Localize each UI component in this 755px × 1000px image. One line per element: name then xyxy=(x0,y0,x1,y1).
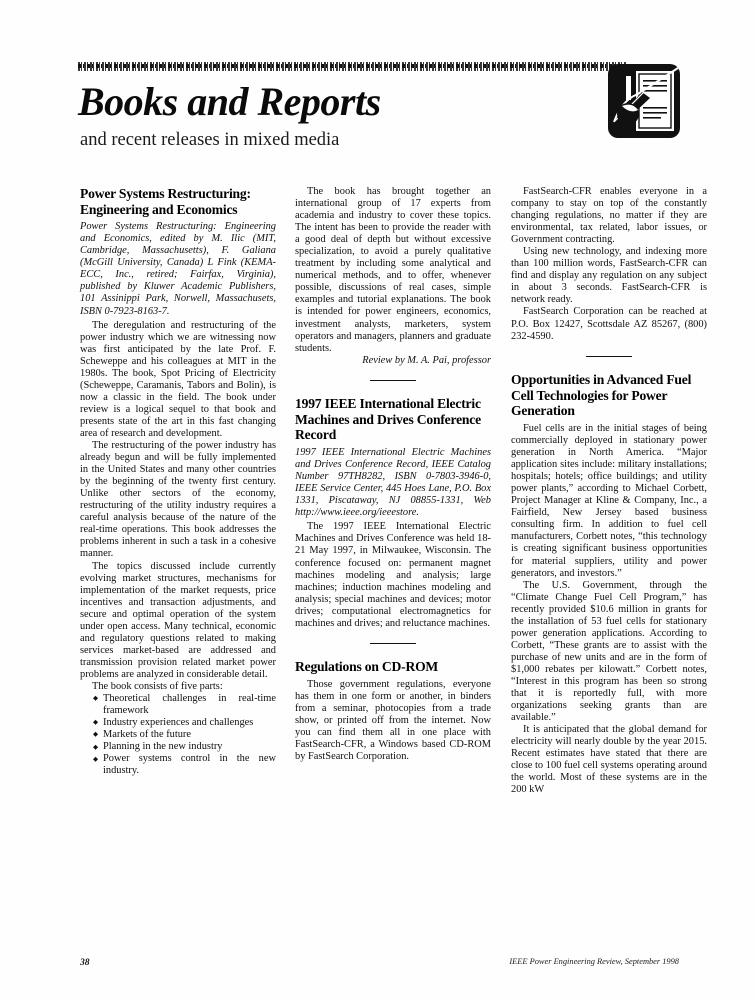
section-heading-power-systems: Power Systems Restructuring: Engineering and Economics xyxy=(80,186,251,217)
section-divider xyxy=(370,643,416,645)
list-intro: The book consists of five parts: xyxy=(92,680,223,692)
section-heading-fuel-cell: Opportunities in Advanced Fuel Cell Technologies for Power Generation xyxy=(511,372,692,419)
column-one xyxy=(80,186,276,777)
paragraph: The U.S. Government, through the “Climate Change Fuel Cell Program,” has recently provided $10.6 million in grants for the installation of 53 fuel cells for stationary power generation applications. According to Corbett, “These grants are to assist with the purchase of new units and are in the form of $1,000 rebates per kilowatt.” Corbett notes, “Interest in this program has been so strong that it is reportedly full, with more organizations seeking grants than are available.” xyxy=(511,579,707,724)
section-divider xyxy=(370,380,416,382)
list-item: ◆ Markets of the future xyxy=(94,729,276,741)
paragraph: The topics discussed include currently evolving market structures, mechanisms for implementation of the market requests, price incentives and transaction adjustments, and secure and optimal operation of the system under open access. Many technical, economic and regulatory questions related to making services market-based are addressed and transmission provision related market power problems are analyzed in considerable detail. xyxy=(80,560,276,680)
section-divider xyxy=(586,356,632,358)
list-item: ◆ Power systems control in the new industry. xyxy=(94,753,276,777)
paragraph: Those government regulations, everyone has them in one form or another, in binders from a seminar, photocopies from a trade show, or printed off from the internet. Now you can find them all in one place with FastSearch-CFR, a Windows based CD-ROM by FastSearch Corporation. xyxy=(295,678,491,763)
page-title: Books and Reports xyxy=(78,79,381,124)
paragraph: It is anticipated that the global demand for electricity will nearly double by the year 2015. Recent estimates have stated that there are close to 100 fuel cell systems operating around the world. Most of these systems are in the 200 kW xyxy=(511,724,707,796)
list-item: ◆ Theoretical challenges in real-time framework xyxy=(94,693,276,717)
paragraph: FastSearch-CFR enables everyone in a company to stay on top of the constantly changing regulations, no matter if they are environmental, tax related, labor issues, or Government contracting. xyxy=(511,186,707,246)
column-two xyxy=(295,186,491,763)
book-parts-list xyxy=(80,693,276,777)
section-heading-emd-conference: 1997 IEEE International Electric Machines and Drives Conference Record xyxy=(295,396,481,443)
paragraph: The book has brought together an international group of 17 experts from academia and industry to cover these topics. The intent has been to provide the reader with a good deal of depth but without excessive specialization, to avoid a purely qualitative treatment by including some analytical and numerical methods, and to offer, whenever possible, discussions of real cases, simple examples and tutorial explanations. The book is intended for power engineers, economics, investment analysts, marketers, system operators and managers, planners and graduate students. xyxy=(295,186,491,354)
masthead-subtitle: and recent releases in mixed media xyxy=(80,130,340,150)
document-with-pen-icon xyxy=(608,62,680,140)
paragraph: Fuel cells are in the initial stages of being commercially deployed in stationary power generation in North America. “Major application sites include: military installations; hospitals; hotels; office buildings; and utility power plants,” according to Michael Corbett, Project Manager at Kline & Company, Inc., a Fairfield, New Jersey based business consulting firm. In addition to fuel cell manufacturers, Corbett notes, “this technology is creating significant business opportunities for material suppliers, utility and power generators, and investors.” xyxy=(511,422,707,579)
paragraph: Using new technology, and indexing more than 100 million words, FastSearch-CFR can find and display any regulation on any subject in about 3 seconds. FastSearch-CFR is network ready. xyxy=(511,246,707,306)
page-number: 38 xyxy=(80,957,90,968)
list-item: ◆ Industry experiences and challenges xyxy=(94,717,276,729)
publication-footer: IEEE Power Engineering Review, September 1998 xyxy=(509,957,679,966)
book-citation: Power Systems Restructuring: Engineering and Economics, edited by M. Ilic (MIT, Cambridge, Massachusetts), F. Galiana (McGill University, Canada) L Fink (KEMA-ECC, Inc., retired; Fairfax, Virginia), published by Kluwer Academic Publishers, 101 Assinippi Park, Norwell, Massachusets, ISBN 0-7923-8163-7. xyxy=(80,221,276,317)
decorative-rule-icon xyxy=(78,62,626,71)
list-item: ◆ Planning in the new industry xyxy=(94,741,276,753)
review-byline: Review by M. A. Pai, professor xyxy=(362,354,491,366)
paragraph: The 1997 IEEE International Electric Machines and Drives Conference was held 18-21 May 1997, in Milwaukee, Wisconsin. The conference focused on: permanent magnet machines modeling and analysis; large machines; induction machines modeling and analysis; special machines and devices; motor drives; computational electromagnetics for machines and drives; and reluctance machines. xyxy=(295,521,491,629)
paragraph: FastSearch Corporation can be reached at P.O. Box 12427, Scottsdale AZ 85267, (800) 232-4590. xyxy=(511,306,707,342)
conference-citation: 1997 IEEE International Electric Machines and Drives Conference Record, IEEE Catalog Number 97TH8282, ISBN 0-7803-3946-0, IEEE Service Center, 445 Hoes Lane, P.O. Box 1331, Piscataway, NJ 08855-1331, Web http://www.ieee.org/ieeestore. xyxy=(295,447,491,519)
section-heading-regulations-cdrom: Regulations on CD-ROM xyxy=(295,659,439,675)
column-three xyxy=(511,186,707,796)
masthead xyxy=(78,62,678,172)
paragraph: The deregulation and restructuring of the power industry which we are witnessing now was first anticipated by the late Prof. F. Scheweppe and his colleagues at MIT in the 1980s. The book, Spot Pricing of Electricity (Scheweppe, Caramanis, Tabors and Bolin), is now a classic in the field. The book under review is a logical sequel to that book and presents state of the art in this fast changing area of research and development. xyxy=(80,319,276,439)
paragraph: The restructuring of the power industry has already begun and will be fully implemented in the United States and many other countries by the beginning of the twenty first century. Unlike other sectors of the economy, restructuring of the utility industry requires a careful analysis because of the nature of the real-time operations. This book addresses the problems inherent in such a task in a cohesive manner. xyxy=(80,440,276,560)
